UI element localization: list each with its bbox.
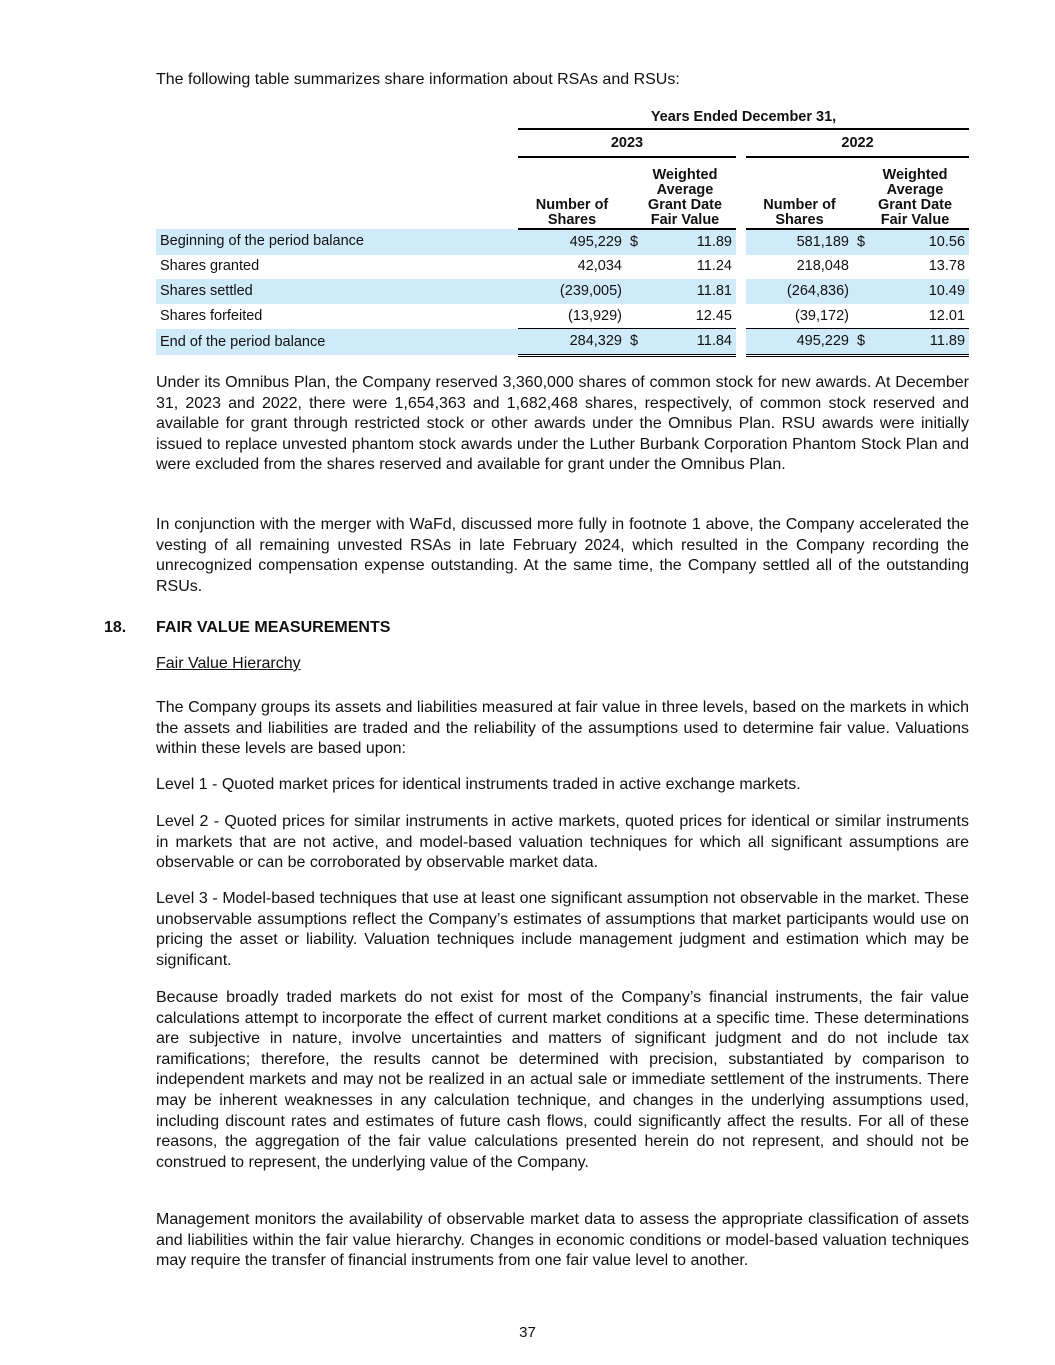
col-shares-2022: Number of Shares: [746, 157, 853, 229]
groups-paragraph: The Company groups its assets and liabilities measured at fair value in three levels, based on the markets in which the assets and liabilities are traded and the reliability of the assumptions used to determine fair value. Valuations within these levels are based upon:: [156, 699, 969, 758]
management-paragraph: Management monitors the availability of observable market data to assess the appropriate classification of assets and liabilities within the fair value hierarchy. Changes in economic conditions or model-based valuation techniques may require the transfer of financial instruments from one fair value level to another.: [156, 1211, 969, 1270]
table-row: Shares settled (239,005) 11.81 (264,836) 10.49: [156, 279, 969, 304]
period-header: Years Ended December 31,: [518, 106, 969, 129]
col-shares-2023: Number of Shares: [518, 157, 626, 229]
table-row: End of the period balance 284,329 $ 11.84 495,229 $ 11.89: [156, 329, 969, 356]
level3-paragraph: Level 3 - Model-based techniques that use at least one significant assumption not observable in the market. These unobservable assumptions reflect the Company’s estimates of assumptions that market participants would use on pricing the asset or liability. Valuation techniques include management judgment and estimation which may be significant.: [156, 890, 969, 969]
merger-paragraph: In conjunction with the merger with WaFd, discussed more fully in footnote 1 above, the Company accelerated the vesting of all remaining unvested RSAs in late February 2024, which resulted in the Company recording the unrecognized compensation expense outstanding. At the same time, the Company settled all of the outstanding RSUs.: [156, 516, 969, 595]
table-row: Beginning of the period balance 495,229 $ 11.89 581,189 $ 10.56: [156, 229, 969, 255]
section-title: FAIR VALUE MEASUREMENTS: [156, 619, 391, 636]
table-row: Shares forfeited (13,929) 12.45 (39,172) 12.01: [156, 304, 969, 329]
omnibus-paragraph: Under its Omnibus Plan, the Company reserved 3,360,000 shares of common stock for new awards. At December 31, 2023 and 2022, there were 1,654,363 and 1,682,468 shares, respectively, of common stock reserved and available for grant through restricted stock or other awards under the Omnibus Plan. RSU awards were initially issued to replace unvested phantom stock awards under the Luther Burbank Corporation Phantom Stock Plan and were excluded from the shares reserved and available for grant under the Omnibus Plan.: [156, 374, 969, 474]
col-value-2022: Weighted Average Grant Date Fair Value: [853, 157, 969, 229]
subheading: Fair Value Hierarchy: [156, 655, 301, 672]
level1-paragraph: Level 1 - Quoted market prices for identical instruments traded in active exchange markets.: [156, 776, 801, 793]
section-number: 18.: [104, 619, 127, 636]
table-row: Shares granted 42,034 11.24 218,048 13.78: [160, 258, 966, 275]
because-paragraph: Because broadly traded markets do not exist for most of the Company’s financial instruments, the fair value calculations attempt to incorporate the effect of current market conditions at a specific time. These determinations are subjective in nature, involve uncertainties and matters of significant judgment and do not include tax ramifications; therefore, the results cannot be determined with precision, substantiated by comparison to independent markets and may not be realized in an actual sale or immediate settlement of the instruments. There may be inherent weaknesses in any calculation technique, and changes in the underlying assumptions used, including discount rates and estimates of future cash flows, could significantly affect the results. For all of these reasons, the aggregation of the fair value calculations presented herein do not represent, and should not be construed to represent, the underlying value of the Company.: [156, 989, 969, 1171]
section-heading: [104, 618, 390, 639]
year-2022-header: 2022: [746, 129, 969, 157]
table-intro: The following table summarizes share information about RSAs and RSUs:: [156, 71, 680, 88]
level2-paragraph: Level 2 - Quoted prices for similar instruments in active markets, quoted prices for identical or similar instruments in markets that are not active, and model-based valuation techniques for which all significant assumptions are observable or can be corroborated by observable market data.: [156, 813, 969, 872]
year-2023-header: 2023: [518, 129, 736, 157]
page-number: 37: [519, 1324, 536, 1341]
col-value-2023: Weighted Average Grant Date Fair Value: [626, 157, 736, 229]
rsa-rsu-table: [156, 106, 969, 357]
